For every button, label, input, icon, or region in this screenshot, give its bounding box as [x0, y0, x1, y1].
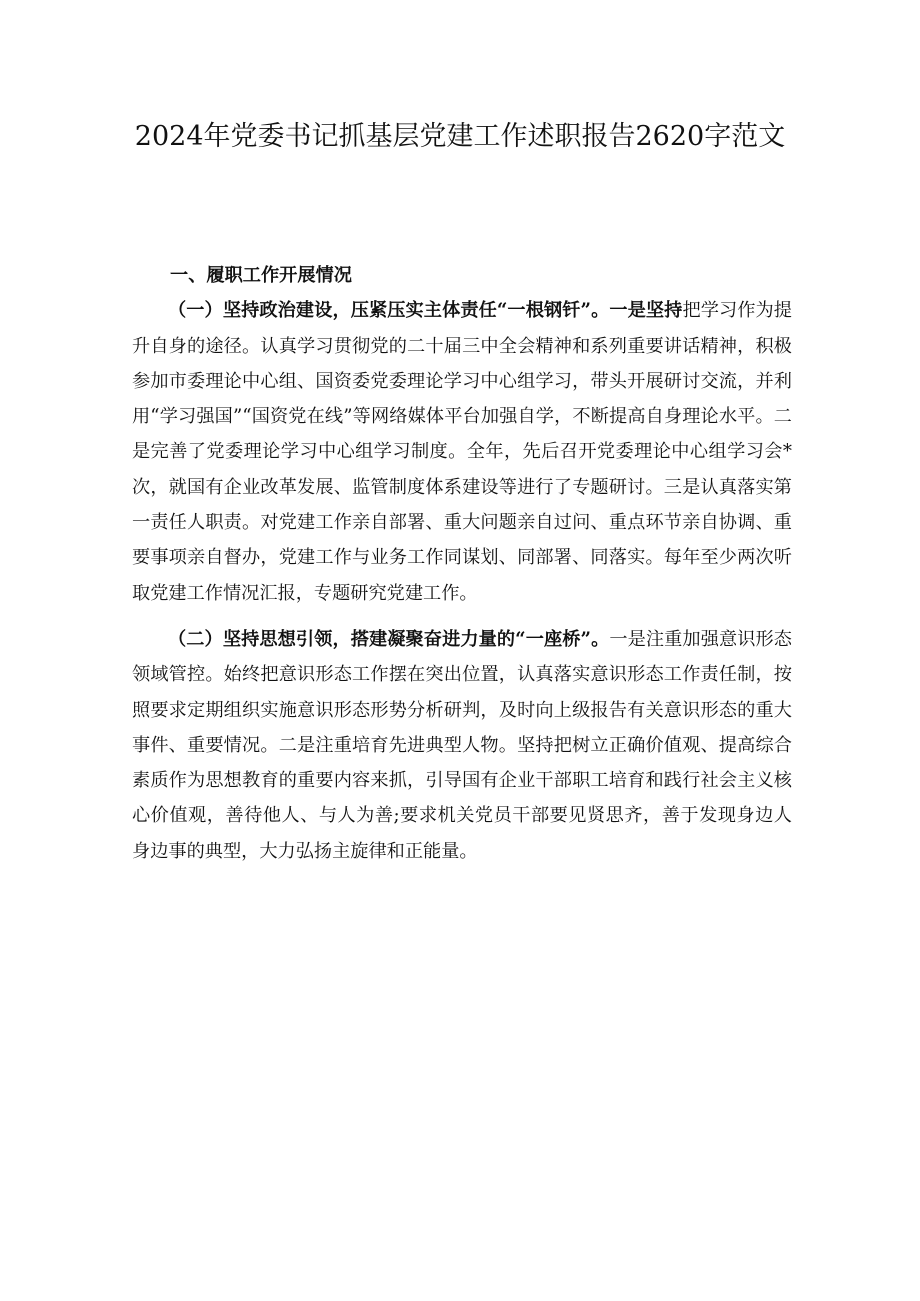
paragraph-2-lead: （二）坚持思想引领，搭建凝聚奋进力量的“一座桥”。 [168, 628, 610, 650]
paragraph-2-text: 一是注重加强意识形态领域管控。始终把意识形态工作摆在突出位置，认真落实意识形态工作责任制，按照要求定期组织实施意识形态形势分析研判，及时向上级报告有关意识形态的重大事件、重要情况。二是注重培育先进典型人物。坚持把树立正确价值观、提高综合素质作为思想教育的重要内容来抓，引导国有企业干部职工培育和践行社会主义核心价值观，善待他人、与人为善;要求机关党员干部要见贤思齐，善于发现身边人身边事的典型，大力弘扬主旋律和正能量。 [132, 628, 792, 862]
document-body [132, 258, 792, 869]
section-heading: 一、履职工作开展情况 [170, 265, 352, 286]
document-title: 2024年党委书记抓基层党建工作述职报告2620字范文 [134, 121, 786, 152]
paragraph-1 [132, 293, 792, 611]
paragraph-1-lead: （一）坚持政治建设，压紧压实主体责任“一根钢钎”。一是坚持 [168, 300, 683, 322]
paragraph-2 [132, 622, 792, 869]
paragraph-1-text: 把学习作为提升自身的途径。认真学习贯彻党的二十届三中全会精神和系列重要讲话精神，积极参加市委理论中心组、国资委党委理论学习中心组学习，带头开展研讨交流，并利用“学习强国”“国资党在线”等网络媒体平台加强自学，不断提高自身理论水平。二是完善了党委理论学习中心组学习制度。全年，先后召开党委理论中心组学习会*次，就国有企业改革发展、监管制度体系建设等进行了专题研讨。三是认真落实第一责任人职责。对党建工作亲自部署、重大问题亲自过问、重点环节亲自协调、重要事项亲自督办，党建工作与业务工作同谋划、同部署、同落实。每年至少两次听取党建工作情况汇报，专题研究党建工作。 [132, 300, 792, 604]
